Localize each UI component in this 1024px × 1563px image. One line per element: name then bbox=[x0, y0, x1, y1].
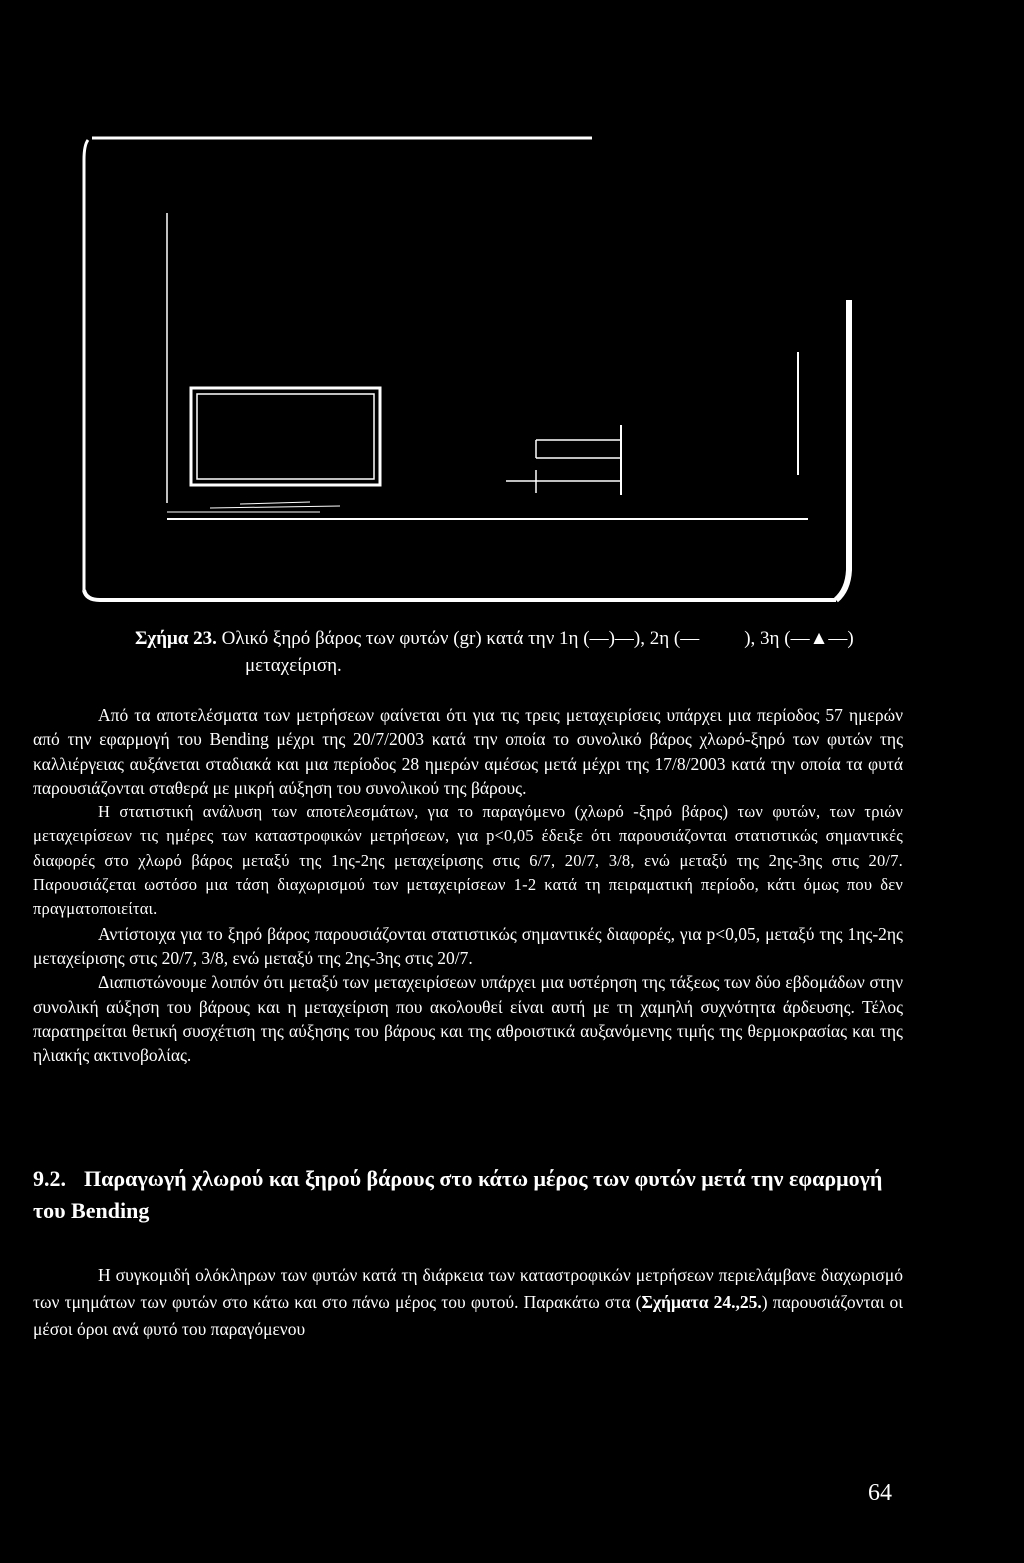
section-title: Παραγωγή χλωρού και ξηρού βάρους στο κάτω μέρος των φυτών μετά την εφαρμογή του Bending bbox=[33, 1166, 883, 1223]
legend-symbol-2: — bbox=[680, 628, 700, 649]
caption-text: Ολικό ξηρό βάρος των φυτών (gr) κατά την 1η ( bbox=[221, 628, 590, 649]
page-number: 64 bbox=[868, 1480, 892, 1506]
section-number: 9.2. bbox=[33, 1166, 66, 1191]
figure-23-chart-remnant bbox=[0, 0, 1024, 610]
legend-box bbox=[191, 388, 380, 485]
caption-line-2: μεταχείριση. bbox=[245, 655, 342, 676]
figure-reference: Σχήματα 24.,25. bbox=[641, 1292, 762, 1312]
section-paragraph: Η συγκομιδή ολόκληρων των φυτών κατά τη διάρκεια των καταστροφικών μετρήσεων περιελάμβανε διαχωρισμό των τμημάτων των φυτών στο κάτω και στο πάνω μέρος του φυτού. Παρακάτω στα (Σχήματα 24.,25.) παρουσιάζονται οι μέσοι όροι ανά φυτό του παραγόμενου bbox=[33, 1265, 904, 1339]
section-heading bbox=[33, 1163, 903, 1227]
figure-label: Σχήμα 23. bbox=[135, 628, 217, 649]
figure-caption: Σχήμα 23. Ολικό ξηρό βάρος των φυτών (gr) κατά την 1η (—)—), 2η (— ), 3η (—▲—) μεταχείριση. bbox=[135, 625, 915, 679]
legend-symbol-1: —)— bbox=[589, 628, 634, 649]
paragraph-2: Η στατιστική ανάλυση των αποτελεσμάτων, για το παραγόμενο (χλωρό -ξηρό βάρος) των φυτών, των τριών μεταχειρίσεων τις ημέρες των καταστροφικών μετρήσεων, για p<0,05 έδειξε ότι παρουσιάζονται στατιστικώς σημαντικές διαφορές στο χλωρό βάρος μεταξύ της 1ης-2ης μεταχείρισης στις 6/7, 20/7, 3/8, ενώ μεταξύ της 2ης-3ης στις 20/7. Παρουσιάζεται ωστόσο μια τάση διαχωρισμού των μεταχειρίσεων 1-2 κατά τη πειραματική περίοδο, κάτι όμως που δεν πραγματοποιείται. bbox=[33, 802, 903, 919]
paragraph-1: Από τα αποτελέσματα των μετρήσεων φαίνεται ότι για τις τρεις μεταχειρίσεις υπάρχει μια περίοδος 57 ημερών από την εφαρμογή του Bending μέχρι της 20/7/2003 κατά την οποία το συνολικό βάρος χλωρό-ξηρό των φυτών της καλλιέργειας αυξάνεται σταδιακά και μια περίοδος 28 ημερών αμέσως μετά μέχρι της 17/8/2003 κατά την οποία τα φυτά παρουσιάζονται σταθερά με μικρή αύξηση του συνολικού της βάρους. bbox=[33, 705, 903, 798]
body-text bbox=[33, 703, 903, 1067]
paragraph-4: Διαπιστώνουμε λοιπόν ότι μεταξύ των μεταχειρίσεων υπάρχει μια υστέρηση της τάξεως των δύο εβδομάδων στην συνολική αύξηση του βάρους και η μεταχείριση που ακολουθεί είναι αυτή με τη χαμηλή συχνότητα άρδευσης. Τέλος παρατηρείται θετική συσχέτιση της αύξησης του βάρους και της αθροιστικά αυξανόμενης τιμής της θερμοκρασίας και της ηλιακής ακτινοβολίας. bbox=[33, 972, 903, 1066]
paragraph-3: Αντίστοιχα για το ξηρό βάρος παρουσιάζονται στατιστικώς σημαντικές διαφορές, για p<0,05, μεταξύ της 1ης-2ης μεταχείρισης στις 20/7, 3/8, ενώ μεταξύ της 2ης-3ης στις 20/7. bbox=[33, 923, 903, 968]
legend-symbol-3: —▲— bbox=[790, 628, 848, 649]
